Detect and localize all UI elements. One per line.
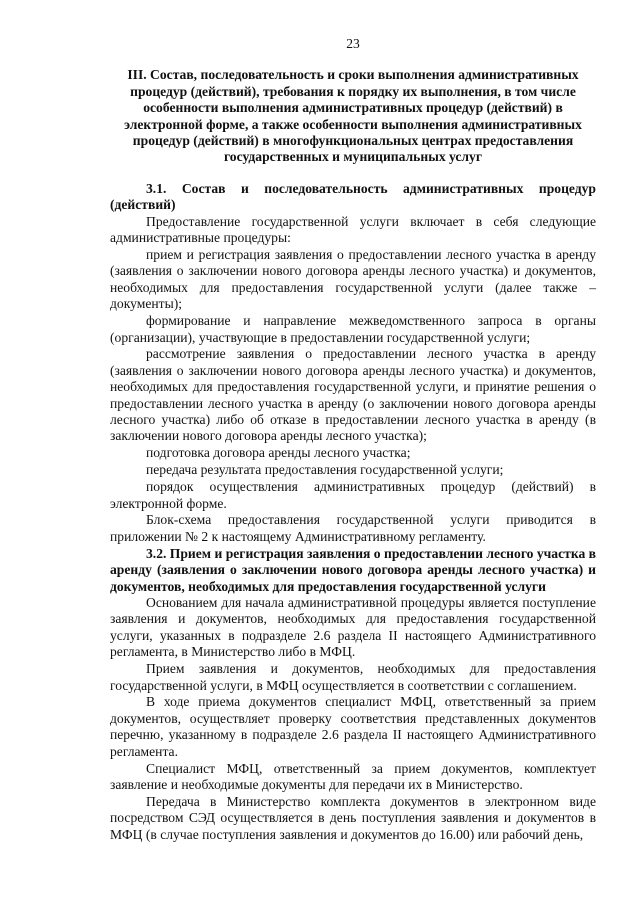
chapter-title: III. Состав, последовательность и сроки выполнения административных процедур (действий), требования к порядку их выполнения, в том числе особенности выполнения административных процедур (действий) в электронной форме, а также особенности выполнения административных процедур (действий) в многофункциональных центрах предоставления государственных и муниципальных услуг (124, 67, 582, 165)
paragraph: прием и регистрация заявления о предоставлении лесного участка в аренду (заявления о заключении нового договора аренды лесного участка) и документов, необходимых для предоставления государственной услуги (далее также – документы); (110, 246, 596, 312)
section-heading-3-1: 3.1. Состав и последовательность административных процедур (действий) (110, 180, 596, 213)
paragraph: Передача в Министерство комплекта документов в электронном виде посредством СЭД осуществляется в день поступления заявления и документов в МФЦ (в случае поступления заявления и документов до 16.00) или рабочий день, (110, 793, 596, 842)
paragraph: рассмотрение заявления о предоставлении лесного участка в аренду (заявления о заключении нового договора аренды лесного участка) и документов, необходимых для предоставления государственной услуги, и принятие решения о предоставлении лесного участка в аренду (о заключении нового договора аренды лесного участка) либо об отказе в предоставлении лесного участка в аренду (в заключении нового договора аренды лесного участка); (110, 346, 596, 444)
paragraph: формирование и направление межведомственного запроса в органы (организации), участвующие в предоставлении государственной услуги; (110, 313, 596, 345)
page-number: 23 (346, 36, 360, 51)
section-3-2 (110, 546, 596, 843)
paragraph: Блок-схема предоставления государственной услуги приводится в приложении № 2 к настоящему Административному регламенту. (110, 512, 596, 544)
paragraph: Специалист МФЦ, ответственный за прием документов, комплектует заявление и необходимые документы для передачи их в Министерство. (110, 760, 596, 792)
paragraph: Прием заявления и документов, необходимых для предоставления государственной услуги, в МФЦ осуществляется в соответствии с соглашением. (110, 661, 596, 693)
paragraph: В ходе приема документов специалист МФЦ, ответственный за прием документов, осуществляет проверку соответствия представленных документов перечню, указанному в подразделе 2.6 раздела II настоящего Административного регламента. (110, 694, 596, 759)
section-heading-3-2: 3.2. Прием и регистрация заявления о предоставлении лесного участка в аренду (заявления о заключении нового договора аренды лесного участка) и документов, необходимых для предоставления государственной услуги (110, 545, 596, 594)
document-page (110, 36, 596, 844)
paragraph: порядок осуществления административных процедур (действий) в электронной форме. (110, 479, 596, 511)
paragraph: Основанием для начала административной процедуры является поступление заявления и документов, необходимых для предоставления государственной услуги, указанных в подразделе 2.6 раздела II настоящего Административного регламента, в Министерство либо в МФЦ. (110, 595, 596, 660)
paragraph: передача результата предоставления государственной услуги; (146, 462, 504, 478)
section-3-1 (110, 181, 596, 545)
paragraph: подготовка договора аренды лесного участка; (146, 445, 411, 461)
paragraph: Предоставление государственной услуги включает в себя следующие административные процедуры: (110, 213, 596, 246)
